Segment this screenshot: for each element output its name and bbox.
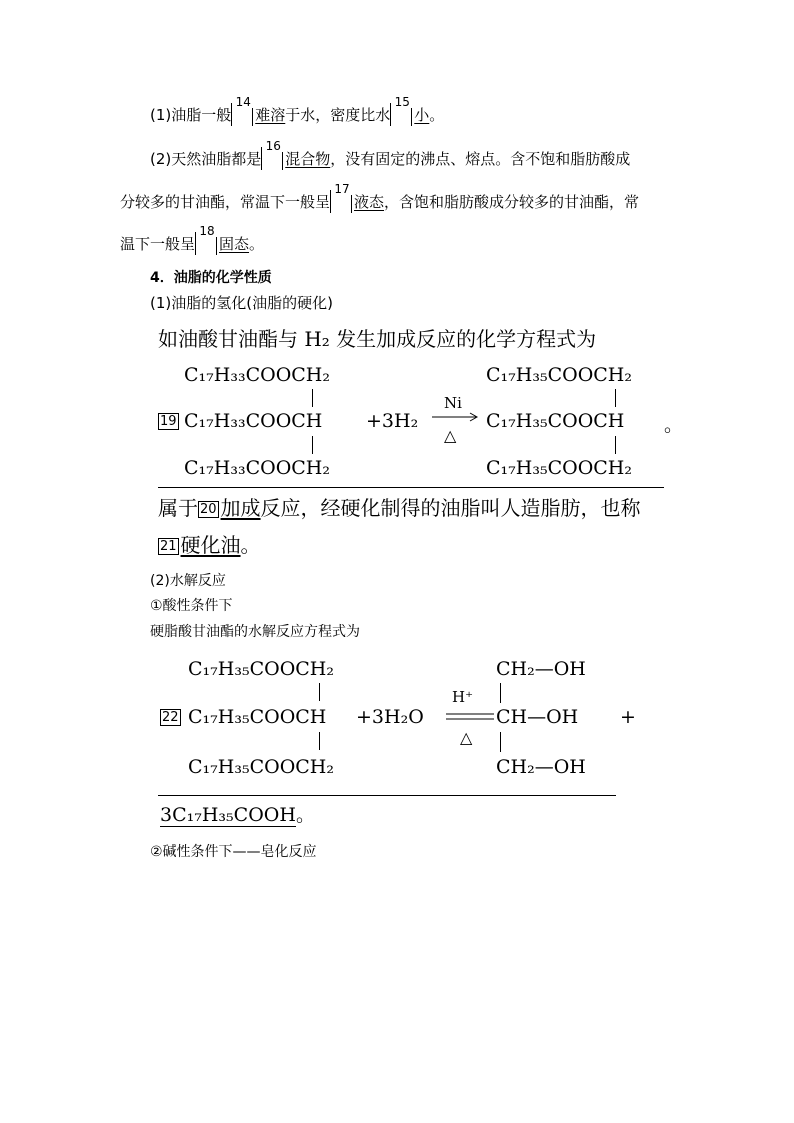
label-22: 22 bbox=[162, 710, 179, 725]
para-2-line-2-prefix: 分较多的甘油酯，常温下一般呈 bbox=[120, 193, 331, 211]
label-20: 20 bbox=[200, 502, 217, 517]
hydrolysis-heat: △ bbox=[460, 728, 473, 747]
para-1-mid: 于水，密度比水 bbox=[285, 106, 391, 124]
hydro-product-bond-1 bbox=[615, 389, 616, 407]
hydrogenation-intro: 如油酸甘油酯与 H₂ 发生加成反应的化学方程式为 bbox=[158, 327, 597, 351]
hydro-reactant-bond-2 bbox=[312, 436, 313, 454]
hydrolysis-reactant-bond-2 bbox=[319, 732, 320, 750]
label-21: 21 bbox=[160, 539, 177, 554]
para-2-prefix: (2)天然油脂都是 bbox=[150, 150, 262, 168]
answer-20: 加成 bbox=[220, 496, 261, 520]
hydro-reactant-top: C₁₇H₃₃COOCH₂ bbox=[184, 364, 330, 386]
hydrolysis-answer-underline-1 bbox=[158, 795, 616, 796]
blank-14-box bbox=[231, 95, 253, 126]
para-2-line-1 bbox=[150, 139, 631, 170]
answer-17: 液态 bbox=[354, 193, 385, 211]
hydrolysis-plus-h2o: +3H₂O bbox=[356, 706, 424, 728]
hydrolysis-plus: + bbox=[620, 706, 636, 728]
blank-16-box bbox=[261, 139, 283, 170]
para-2-line-2-rest: ，含饱和脂肪酸成分较多的甘油酯，常 bbox=[384, 193, 640, 211]
blank-14-number: 14 bbox=[232, 96, 254, 108]
glycerol-bottom: CH₂—OH bbox=[496, 756, 586, 778]
hydrolysis-title: (2)水解反应 bbox=[150, 573, 226, 589]
hydro-equation-row bbox=[158, 410, 181, 432]
acid-product: 3C₁₇H₃₅COOH bbox=[160, 804, 296, 826]
hydro-period: 。 bbox=[664, 414, 684, 436]
hydrolysis-reactant-bottom: C₁₇H₃₅COOCH₂ bbox=[188, 756, 334, 778]
para-2-line-3 bbox=[120, 224, 265, 255]
hydrolysis-label-row bbox=[160, 706, 183, 728]
hydro-arrow-icon bbox=[432, 412, 480, 422]
para-1-prefix: (1)油脂一般 bbox=[150, 106, 232, 124]
hydro-product-top: C₁₇H₃₅COOCH₂ bbox=[486, 364, 632, 386]
answer-16: 混合物 bbox=[285, 150, 331, 168]
hydrolysis-reactant-bond-1 bbox=[319, 683, 320, 701]
hydrolysis-catalyst: H⁺ bbox=[452, 688, 473, 706]
blank-15-number: 15 bbox=[391, 96, 413, 108]
hydrogenation-after-line-2 bbox=[158, 532, 261, 558]
base-condition-title: ②碱性条件下——皂化反应 bbox=[150, 844, 317, 860]
para-2-line-3-end: 。 bbox=[249, 235, 265, 253]
glycerol-mid: CH—OH bbox=[496, 706, 579, 728]
hydro-product-bottom: C₁₇H₃₅COOCH₂ bbox=[486, 457, 632, 479]
acid-hydrolysis-intro: 硬脂酸甘油酯的水解反应方程式为 bbox=[150, 624, 360, 640]
acid-product-row bbox=[160, 800, 315, 827]
blank-18-number: 18 bbox=[196, 225, 218, 237]
section-4-title: 4．油脂的化学性质 bbox=[150, 270, 272, 286]
hydrolysis-equilibrium-icon bbox=[446, 710, 496, 724]
blank-16-number: 16 bbox=[262, 140, 284, 152]
hydrogenation-after-rest: 反应，经硬化制得的油脂叫人造脂肪，也称 bbox=[260, 496, 641, 520]
para-2-line-3-prefix: 温下一般呈 bbox=[120, 235, 196, 253]
para-2-line-1-rest: ，没有固定的沸点、熔点。含不饱和脂肪酸成 bbox=[330, 150, 631, 168]
para-1-end: 。 bbox=[429, 106, 445, 124]
hydrolysis-reactant-top: C₁₇H₃₅COOCH₂ bbox=[188, 658, 334, 680]
hydro-product-mid: C₁₇H₃₅COOCH bbox=[486, 410, 625, 432]
blank-18-box bbox=[195, 224, 217, 255]
hydro-catalyst: Ni bbox=[444, 394, 462, 412]
answer-15: 小 bbox=[414, 106, 430, 124]
glycerol-bond-1 bbox=[500, 683, 501, 703]
hydro-plus-h2: +3H₂ bbox=[366, 410, 419, 432]
hydro-reactant-bond-1 bbox=[312, 389, 313, 407]
acid-product-period: 。 bbox=[295, 804, 315, 826]
glycerol-top: CH₂—OH bbox=[496, 658, 586, 680]
para-1 bbox=[150, 95, 445, 126]
hydro-reactant-mid: C₁₇H₃₃COOCH bbox=[184, 410, 323, 432]
hydro-answer-underline bbox=[158, 487, 664, 488]
hydrolysis-reactant-mid: C₁₇H₃₅COOCH bbox=[188, 706, 327, 728]
blank-15-box bbox=[390, 95, 412, 126]
answer-14: 难溶 bbox=[255, 106, 286, 124]
blank-17-number: 17 bbox=[331, 183, 353, 195]
para-2-line-2 bbox=[120, 182, 640, 213]
hydrogenation-after-end: 。 bbox=[240, 533, 261, 557]
hydro-heat: △ bbox=[444, 426, 457, 445]
label-19: 19 bbox=[160, 414, 177, 429]
section-4-sub-1: (1)油脂的氢化(油脂的硬化) bbox=[150, 294, 333, 312]
hydro-reactant-bottom: C₁₇H₃₃COOCH₂ bbox=[184, 457, 330, 479]
hydrogenation-after-line-1 bbox=[158, 495, 641, 521]
acid-condition-title: ①酸性条件下 bbox=[150, 598, 233, 614]
answer-21: 硬化油 bbox=[180, 533, 241, 557]
hydro-product-bond-2 bbox=[615, 436, 616, 454]
glycerol-bond-2 bbox=[500, 732, 501, 752]
blank-17-box bbox=[330, 182, 352, 213]
hydrogenation-after-prefix: 属于 bbox=[158, 496, 198, 520]
answer-18: 固态 bbox=[219, 235, 250, 253]
